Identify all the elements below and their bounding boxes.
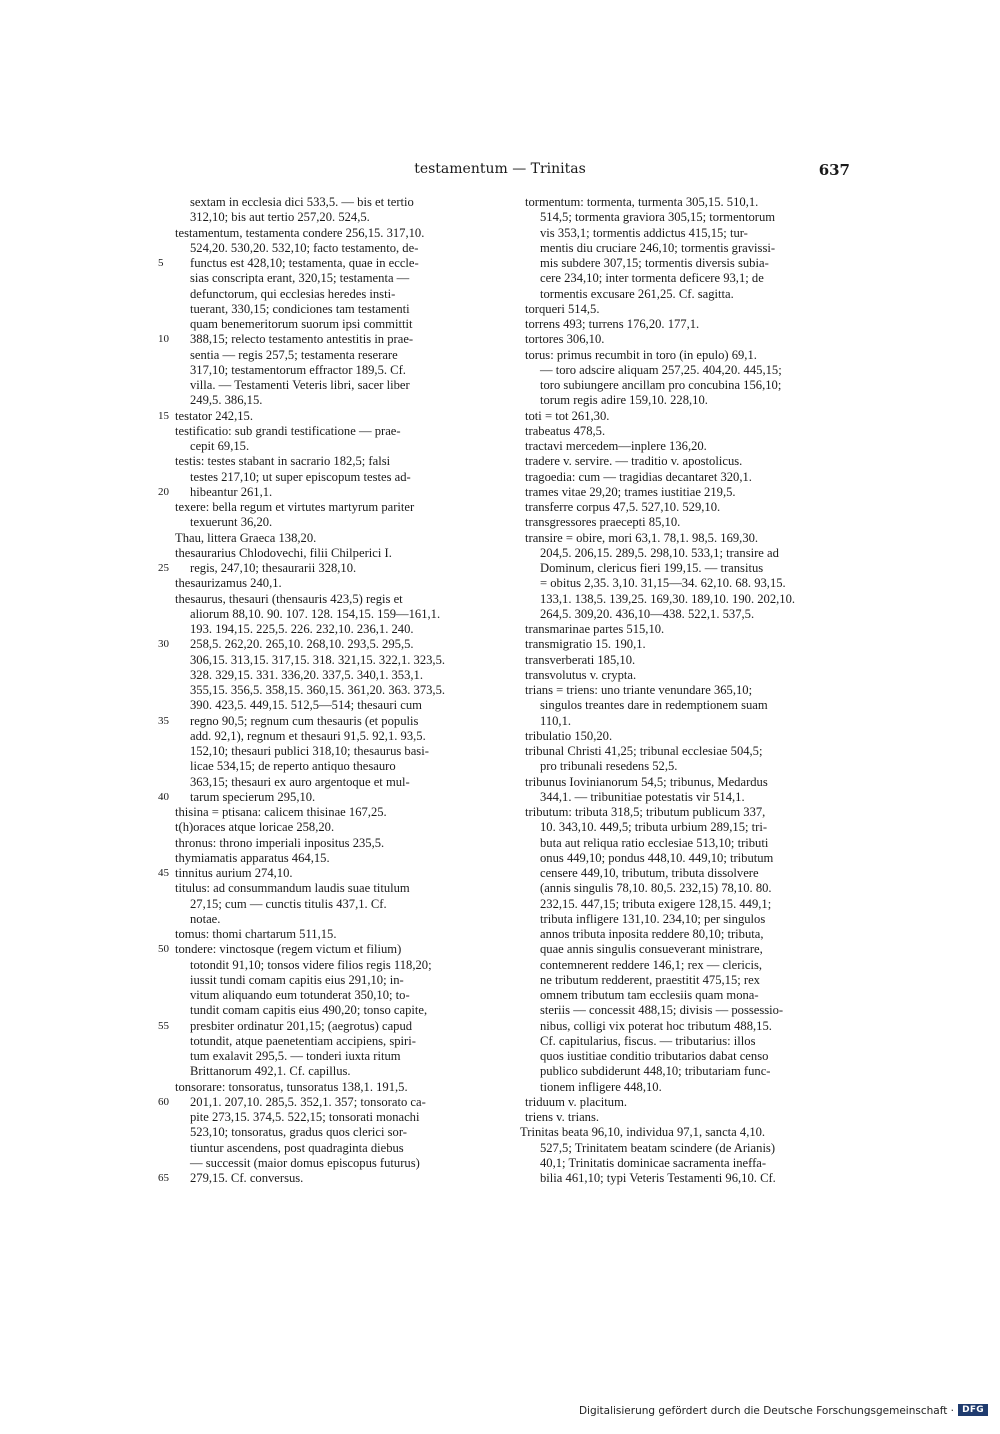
index-line [520,912,850,927]
index-line [520,1110,850,1125]
index-line-text: tragoedia: cum — tragidias decantaret 320,1. [525,469,752,484]
index-line-text: tiuntur ascendens, post quadraginta diebus [190,1140,404,1155]
index-line-text: — toro adscire aliquam 257,25. 404,20. 445,15; [540,362,782,377]
index-line-text: mentis diu cruciare 246,10; tormentis gravissi- [540,240,776,255]
index-line [520,1141,850,1156]
index-line [158,820,503,835]
index-line [520,287,850,302]
index-line [158,622,503,637]
index-line-text: quae annis singulis consueverant ministrare, [540,942,763,957]
index-line-text: testis: testes stabant in sacrario 182,5; falsi [175,454,391,469]
index-line-text: aliorum 88,10. 90. 107. 128. 154,15. 159—161,1. [190,606,441,621]
index-line-text: tormentum: tormenta, turmenta 305,15. 510,1. [525,195,759,209]
index-line [520,851,850,866]
index-line-text: totundit, atque paenetentiam accipiens, spiri- [190,1033,416,1048]
index-line [158,1141,503,1156]
index-line [158,988,503,1003]
index-line [520,409,850,424]
index-line-text: tundit comam capitis eius 490,20; tonso capite, [190,1003,428,1018]
index-line [158,729,503,744]
index-line-text: regis, 247,10; thesaurarii 328,10. [190,561,357,575]
index-line-text: 204,5. 206,15. 289,5. 298,10. 533,1; transire ad [540,545,779,560]
index-line-text: transvolutus v. crypta. [525,667,637,682]
index-line-text: regno 90,5; regnum cum thesauris (et populis [190,713,419,728]
index-line-text: villa. — Testamenti Veteris libri, sacer liber [190,378,410,392]
index-line-text: torus: primus recumbit in toro (in epulo) 69,1. [525,347,757,362]
index-line [520,1049,850,1064]
index-line [520,714,850,729]
index-line [158,897,503,912]
index-line [158,500,503,515]
index-line-text: totondit 91,10; tonsos videre filios regis 118,20; [190,957,432,972]
line-number: 5 [158,257,164,269]
index-line-text: add. 92,1), regnum et thesauri 91,5. 92,1. 93,5. [190,728,426,743]
index-line [520,424,850,439]
index-line [520,302,850,317]
index-line [158,1064,503,1079]
index-line-text: steriis — concessit 488,15; divisis — possessio- [540,1003,784,1018]
index-line [158,210,503,225]
index-line-text: presbiter ordinatur 201,15; (aegrotus) capud [190,1018,413,1033]
index-line-text: texuerunt 36,20. [190,515,273,530]
page-number: 637 [818,161,850,179]
index-line [520,958,850,973]
index-line [520,1095,850,1110]
index-line [520,393,850,408]
line-number: 65 [158,1172,169,1184]
index-line [158,454,503,469]
index-line-text: tractavi mercedem—inplere 136,20. [525,439,707,453]
index-line [520,485,850,500]
index-line [520,241,850,256]
index-line [520,378,850,393]
index-line-text: tondere: vinctosque (regem victum et filium) [175,942,402,957]
line-number: 60 [158,1095,169,1108]
index-line-text: transmigratio 15. 190,1. [525,637,646,652]
index-line-text: 201,1. 207,10. 285,5. 352,1. 357; tonsorato ca- [190,1094,426,1109]
index-line-text: 40,1; Trinitatis dominicae sacramenta ineffa- [540,1155,767,1170]
line-number: 20 [158,485,169,498]
index-line [520,897,850,912]
index-line-text: 27,15; cum — cunctis titulis 437,1. Cf. [190,896,387,911]
index-line [520,1080,850,1095]
index-line-text: 524,20. 530,20. 532,10; facto testamento, de- [190,240,419,255]
footer-credit: Digitalisierung gefördert durch die Deutsche Forschungsgemeinschaft · [578,1405,954,1417]
index-line-text: iussit tundi comam capitis eius 291,10; in- [190,972,404,987]
index-line [158,759,503,774]
index-line [520,927,850,942]
index-line-text: sentia — regis 257,5; testamenta reserare [190,347,398,362]
index-line-text: Thau, littera Graeca 138,20. [175,530,317,545]
index-line [520,637,850,652]
index-line-text: testator 242,15. [175,408,253,423]
index-line [520,500,850,515]
index-line [158,866,503,881]
index-line-text: thronus: throno imperiali inpositus 235,5. [175,835,385,850]
index-line-text: contemnerent reddere 146,1; rex — clericis, [540,957,763,972]
index-line [520,729,850,744]
index-line-text: 388,15; relecto testamento antestitis in prae- [190,332,414,347]
index-line-text: 306,15. 313,15. 317,15. 318. 321,15. 322,1. 323,5. [190,652,446,667]
index-line-text: pite 273,15. 374,5. 522,15; tonsorati monachi [190,1110,420,1124]
index-line-text: tributa infligere 131,10. 234,10; per singulos [540,911,766,926]
index-line [158,302,503,317]
index-line [158,851,503,866]
index-line-text: trians = triens: uno triante venundare 365,10; [525,683,753,697]
index-line [158,226,503,241]
index-line [520,256,850,271]
index-line [158,378,503,393]
index-line-text: onus 449,10; pondus 448,10. 449,10; tributum [540,850,774,865]
index-line [520,531,850,546]
index-line-text: 152,10; thesauri publici 318,10; thesaurus basi- [190,744,429,758]
index-line-text: ne tributum redderent, praestitit 475,15; rex [540,972,760,987]
index-line [520,1064,850,1079]
index-line-text: 249,5. 386,15. [190,393,263,408]
index-line [158,439,503,454]
line-number: 40 [158,790,169,803]
index-line [520,836,850,851]
index-line [158,958,503,973]
index-line [520,805,850,820]
index-line [158,942,503,957]
index-line [158,973,503,988]
index-line-text: tribunus Iovinianorum 54,5; tribunus, Medardus [525,774,768,789]
line-number: 25 [158,562,169,574]
index-line-text: tuerant, 330,15; condiciones tam testamenti [190,301,410,316]
index-line [158,927,503,942]
index-line-text: annos tributa inposita reddere 80,10; tributa, [540,927,764,941]
index-line [520,332,850,347]
index-line-text: thymiamatis apparatus 464,15. [175,850,330,865]
index-line-text: = obitus 2,35. 3,10. 31,15—34. 62,10. 68. 93,15. [540,576,786,591]
index-line [158,1156,503,1171]
index-line [520,195,850,210]
index-line [158,515,503,530]
index-line [158,271,503,286]
index-line [158,1171,503,1186]
index-line-text: hibeantur 261,1. [190,484,273,499]
index-line-text: defunctorum, qui ecclesias heredes insti- [190,286,396,301]
index-line-text: titulus: ad consummandum laudis suae titulum [175,881,410,896]
index-line-text: cere 234,10; inter tormenta deficere 93,1; de [540,271,764,286]
index-line [520,973,850,988]
index-line [158,653,503,668]
index-line-text: publico subdiderunt 448,10; tributariam func- [540,1064,771,1079]
index-line [520,439,850,454]
index-line [158,775,503,790]
index-line-text: tributum: tributa 318,5; tributum publicum 337, [525,805,766,819]
index-line [158,195,503,210]
index-line [520,515,850,530]
index-line-text: transgressores praecepti 85,10. [525,515,681,530]
index-line [520,653,850,668]
index-line [158,714,503,729]
index-line [520,317,850,332]
index-line [158,881,503,896]
index-line [520,226,850,241]
index-line-text: triduum v. placitum. [525,1094,628,1109]
index-line [520,363,850,378]
index-line-text: cepit 69,15. [190,439,250,453]
index-line-text: thesaurus, thesauri (thensauris 423,5) regis et [175,591,403,606]
index-line [520,775,850,790]
index-line-text: singulos treantes dare in redemptionem suam [540,698,768,713]
index-line-text: quam benemeritorum suorum ipsi committit [190,317,413,331]
index-line [158,836,503,851]
line-number: 55 [158,1019,169,1032]
index-line-text: tribulatio 150,20. [525,728,613,743]
index-line [520,622,850,637]
index-line [520,1171,850,1186]
index-line [158,805,503,820]
index-line-text: trabeatus 478,5. [525,423,606,438]
index-line [158,637,503,652]
index-line [158,1125,503,1140]
index-line [158,241,503,256]
index-line-text: transferre corpus 47,5. 527,10. 529,10. [525,500,721,514]
index-line [520,988,850,1003]
left-column [158,195,503,1186]
index-line-text: quos iustitiae conditio tributarios dabat censo [540,1049,769,1063]
index-line-text: censere 449,10, tributum, tributa dissolvere [540,866,759,880]
index-line-text: 279,15. Cf. conversus. [190,1171,304,1185]
index-line-text: transire = obire, mori 63,1. 78,1. 98,5. 169,30. [525,530,759,545]
line-number: 15 [158,409,169,422]
index-line [520,683,850,698]
index-line [158,546,503,561]
index-line [158,576,503,591]
index-line-text: tribunal Christi 41,25; tribunal ecclesiae 504,5; [525,744,763,758]
index-line-text: tum exalavit 295,5. — tonderi iuxta ritum [190,1049,401,1063]
index-line [158,592,503,607]
index-line [520,942,850,957]
index-line [158,531,503,546]
index-line [158,744,503,759]
index-line-text: 527,5; Trinitatem beatam scindere (de Arianis) [540,1140,776,1155]
index-line-text: Cf. capitularius, fiscus. — tributarius: illos [540,1033,756,1048]
index-line-text: — successit (maior domus episcopus futurus) [190,1155,420,1170]
index-line [158,1003,503,1018]
index-line-text: Dominum, clericus fieri 199,15. — transitus [540,561,764,575]
index-line-text: 344,1. — tribunitiae potestatis vir 514,1. [540,789,745,804]
index-line [520,866,850,881]
index-line [158,363,503,378]
index-line-text: notae. [190,911,221,926]
index-line [520,561,850,576]
index-line [158,424,503,439]
index-line-text: tormentis excusare 261,25. Cf. sagitta. [540,286,734,301]
index-line-text: triens v. trians. [525,1110,600,1124]
index-line [158,698,503,713]
index-line [158,1049,503,1064]
index-line-text: 523,10; tonsoratus, gradus quos clerici sor- [190,1125,407,1140]
index-line [158,393,503,408]
index-line [520,454,850,469]
index-line [158,256,503,271]
index-line [520,348,850,363]
index-line-text: transverberati 185,10. [525,652,636,667]
index-line [520,1156,850,1171]
index-line [520,546,850,561]
line-number: 30 [158,638,169,651]
index-line [520,759,850,774]
index-line [520,881,850,896]
index-line-text: testamentum, testamenta condere 256,15. 317,10. [175,225,425,240]
index-line-text: t(h)oraces atque loricae 258,20. [175,820,335,835]
index-line-text: thisina = ptisana: calicem thisinae 167,25. [175,805,387,819]
index-line-text: torqueri 514,5. [525,301,600,316]
index-line [158,409,503,424]
index-line [158,1034,503,1049]
index-line [158,607,503,622]
index-line-text: 328. 329,15. 331. 336,20. 337,5. 340,1. 353,1. [190,667,423,682]
index-line [520,744,850,759]
index-line-text: 514,5; tormenta graviora 305,15; tormentorum [540,210,776,225]
right-column [520,195,850,1186]
index-line-text: 264,5. 309,20. 436,10—438. 522,1. 537,5. [540,606,755,621]
index-line [158,561,503,576]
index-line [520,1003,850,1018]
index-line-text: tionem infligere 448,10. [540,1079,662,1094]
index-line-text: 193. 194,15. 225,5. 226. 232,10. 236,1. 240. [190,622,414,636]
index-line-text: 258,5. 262,20. 265,10. 268,10. 293,5. 295,5. [190,637,414,652]
index-line-text: tortores 306,10. [525,332,605,347]
index-line [158,1095,503,1110]
index-line-text: testificatio: sub grandi testificatione — prae- [175,423,401,438]
index-line [158,287,503,302]
index-line-text: 133,1. 138,5. 139,25. 169,30. 189,10. 190. 202,10. [540,591,796,606]
index-line [520,210,850,225]
index-line-text: torrens 493; turrens 176,20. 177,1. [525,317,700,331]
index-line [520,790,850,805]
index-line [520,576,850,591]
index-line-text: Trinitas beata 96,10, individua 97,1, sancta 4,10. [520,1125,766,1140]
index-line [158,332,503,347]
index-line-text: 312,10; bis aut tertio 257,20. 524,5. [190,210,370,225]
page-header [0,161,1000,183]
index-line [158,1080,503,1095]
index-line-text: nibus, colligi vix poterat hoc tributum 488,15. [540,1018,772,1033]
index-line-text: testes 217,10; ut super episcopum testes ad- [190,469,411,484]
index-line-text: tarum specierum 295,10. [190,789,316,804]
index-line-text: pro tribunali resedens 52,5. [540,759,678,774]
index-line-text: toti = tot 261,30. [525,408,610,423]
index-line [520,668,850,683]
index-line-text: 317,10; testamentorum effractor 189,5. Cf. [190,362,406,377]
index-line [520,271,850,286]
index-line [158,317,503,332]
index-line [520,1125,850,1140]
index-line [158,485,503,500]
index-line-text: omnem tributum tam ecclesiis quam mona- [540,988,759,1002]
running-head: testamentum — Trinitas [414,161,586,177]
index-line-text: thesaurizamus 240,1. [175,576,282,591]
index-line-text: texere: bella regum et virtutes martyrum pariter [175,500,415,514]
footer [0,1405,988,1421]
index-line [158,668,503,683]
index-line [158,1019,503,1034]
dfg-logo: DFG [958,1404,988,1416]
index-line-text: functus est 428,10; testamenta, quae in eccle- [190,256,419,270]
index-line-text: trames vitae 29,20; trames iustitiae 219,5. [525,484,736,499]
index-line-text: 363,15; thesauri ex auro argentoque et mul- [190,774,410,789]
index-line-text: transmarinae partes 515,10. [525,622,665,636]
index-line-text: vis 353,1; tormentis addictus 415,15; tur- [540,225,748,240]
index-line-text: torum regis adire 159,10. 228,10. [540,393,708,408]
index-line-text: tinnitus aurium 274,10. [175,866,293,880]
index-line-text: tradere v. servire. — traditio v. apostolicus. [525,454,743,469]
index-line-text: tomus: thomi chartarum 511,15. [175,927,337,941]
index-line-text: vitum aliquando eum totunderat 350,10; to- [190,988,410,1002]
index-line-text: sias conscripta erant, 320,15; testamenta — [190,271,410,286]
index-line-text: (annis singulis 78,10. 80,5. 232,15) 78,10. 80. [540,881,772,896]
index-line [158,1110,503,1125]
index-line-text: 355,15. 356,5. 358,15. 360,15. 361,20. 363. 373,5. [190,683,446,697]
index-line-text: bilia 461,10; typi Veteris Testamenti 96,10. Cf. [540,1171,776,1185]
index-line-text: toro subiungere ancillam pro concubina 156,10; [540,378,782,392]
index-line [520,1034,850,1049]
index-line-text: Brittanorum 492,1. Cf. capillus. [190,1064,351,1079]
index-line [520,1019,850,1034]
index-line-text: 10. 343,10. 449,5; tributa urbium 289,15; tri- [540,820,768,835]
line-number: 45 [158,867,169,879]
index-line [520,820,850,835]
index-line [158,470,503,485]
index-line [158,348,503,363]
index-line [520,470,850,485]
index-line-text: mis subdere 307,15; tormentis diversis subia- [540,256,769,270]
index-line-text: tonsorare: tonsoratus, tunsoratus 138,1. 191,5. [175,1079,408,1094]
index-line [520,698,850,713]
index-line-text: thesaurarius Chlodovechi, filii Chilperici I. [175,545,392,560]
index-line-text: licae 534,15; de reperto antiquo thesauro [190,759,396,774]
index-line-text: 232,15. 447,15; tributa exigere 128,15. 449,1; [540,896,772,911]
index-line-text: sextam in ecclesia dici 533,5. — bis et tertio [190,195,414,209]
index-line-text: buta aut reliqua ratio ecclesiae 513,10; tributi [540,835,769,850]
index-line [158,790,503,805]
index-line [520,607,850,622]
line-number: 35 [158,714,169,727]
line-number: 50 [158,943,169,956]
index-line-text: 110,1. [540,713,572,728]
index-line [158,683,503,698]
line-number: 10 [158,333,169,346]
index-line-text: 390. 423,5. 449,15. 512,5—514; thesauri cum [190,698,422,713]
index-line [520,592,850,607]
index-line [158,912,503,927]
